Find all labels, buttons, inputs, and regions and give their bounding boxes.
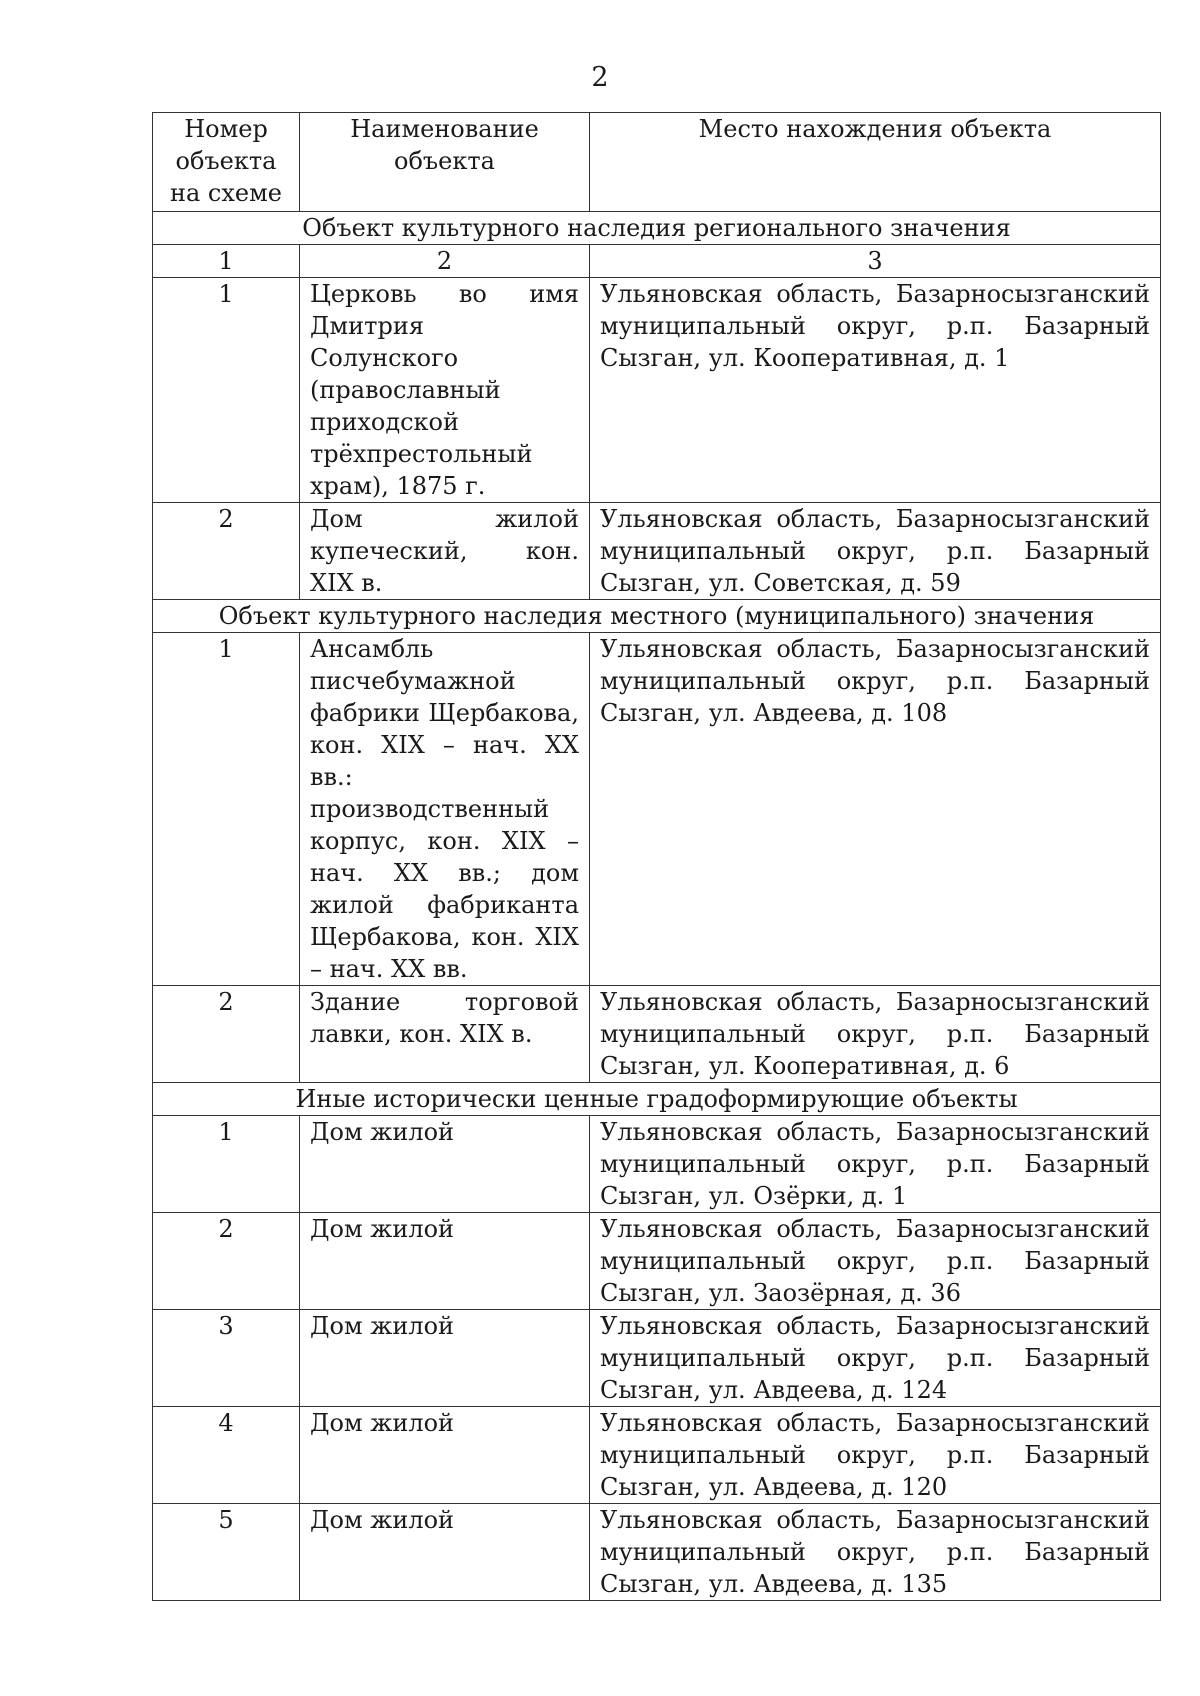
- object-location: Ульяновская область, Базарносызганский муниципальный округ, р.п. Базарный Сызган, ул. Озёрки, д. 1: [590, 1116, 1161, 1213]
- section-title-regional: Объект культурного наследия регионального значения: [153, 212, 1161, 245]
- column-number-3: 3: [590, 245, 1161, 278]
- object-number: 3: [153, 1310, 300, 1407]
- section-title-other: Иные исторически ценные градоформирующие объекты: [153, 1083, 1161, 1116]
- table-row: [153, 1213, 1161, 1310]
- object-location: Ульяновская область, Базарносызганский муниципальный округ, р.п. Базарный Сызган, ул. Авдеева, д. 124: [590, 1310, 1161, 1407]
- table-header-row: [153, 113, 1161, 212]
- object-number: 2: [153, 986, 300, 1083]
- object-number: 1: [153, 633, 300, 986]
- object-number: 5: [153, 1504, 300, 1601]
- object-location: Ульяновская область, Базарносызганский муниципальный округ, р.п. Базарный Сызган, ул. Заозёрная, д. 36: [590, 1213, 1161, 1310]
- object-name: Ансамбль писчебумажной фабрики Щербакова, кон. XIX – нач. XX вв.: производственный корпус, кон. XIX – нач. XX вв.; дом жилой фабриканта Щербакова, кон. XIX – нач. XX вв.: [300, 633, 590, 986]
- object-name: Здание торговой лавки, кон. XIX в.: [300, 986, 590, 1083]
- table-row: [153, 1407, 1161, 1504]
- table-row: [153, 503, 1161, 600]
- object-name: Дом жилой: [300, 1310, 590, 1407]
- object-location: Ульяновская область, Базарносызганский муниципальный округ, р.п. Базарный Сызган, ул. Авдеева, д. 108: [590, 633, 1161, 986]
- object-number: 1: [153, 1116, 300, 1213]
- table-row: [153, 986, 1161, 1083]
- table-row: [153, 633, 1161, 986]
- header-object-location: Место нахождения объекта: [590, 113, 1161, 212]
- table-row: [153, 278, 1161, 503]
- object-number: 4: [153, 1407, 300, 1504]
- column-number-2: 2: [300, 245, 590, 278]
- table-row: [153, 1116, 1161, 1213]
- object-number: 1: [153, 278, 300, 503]
- object-location: Ульяновская область, Базарносызганский муниципальный округ, р.п. Базарный Сызган, ул. Авдеева, д. 135: [590, 1504, 1161, 1601]
- header-object-number: Номер объекта на схеме: [153, 113, 300, 212]
- page-number: 2: [591, 62, 609, 93]
- column-numbers-row: [153, 245, 1161, 278]
- section-heading-row: [153, 212, 1161, 245]
- header-object-name: Наименование объекта: [300, 113, 590, 212]
- object-name: Дом жилой купеческий, кон. XIX в.: [300, 503, 590, 600]
- object-name: Дом жилой: [300, 1213, 590, 1310]
- section-heading-row: [153, 600, 1161, 633]
- object-location: Ульяновская область, Базарносызганский муниципальный округ, р.п. Базарный Сызган, ул. Авдеева, д. 120: [590, 1407, 1161, 1504]
- object-number: 2: [153, 503, 300, 600]
- section-title-local: Объект культурного наследия местного (муниципального) значения: [153, 600, 1161, 633]
- object-location: Ульяновская область, Базарносызганский муниципальный округ, р.п. Базарный Сызган, ул. Кооперативная, д. 6: [590, 986, 1161, 1083]
- objects-table: [152, 112, 1161, 1601]
- column-number-1: 1: [153, 245, 300, 278]
- object-number: 2: [153, 1213, 300, 1310]
- section-heading-row: [153, 1083, 1161, 1116]
- object-location: Ульяновская область, Базарносызганский муниципальный округ, р.п. Базарный Сызган, ул. Кооперативная, д. 1: [590, 278, 1161, 503]
- table-row: [153, 1310, 1161, 1407]
- object-name: Дом жилой: [300, 1116, 590, 1213]
- table-row: [153, 1504, 1161, 1601]
- object-location: Ульяновская область, Базарносызганский муниципальный округ, р.п. Базарный Сызган, ул. Советская, д. 59: [590, 503, 1161, 600]
- object-name: Дом жилой: [300, 1407, 590, 1504]
- object-name: Церковь во имя Дмитрия Солунского (православный приходской трёхпрестольный храм), 1875 г.: [300, 278, 590, 503]
- object-name: Дом жилой: [300, 1504, 590, 1601]
